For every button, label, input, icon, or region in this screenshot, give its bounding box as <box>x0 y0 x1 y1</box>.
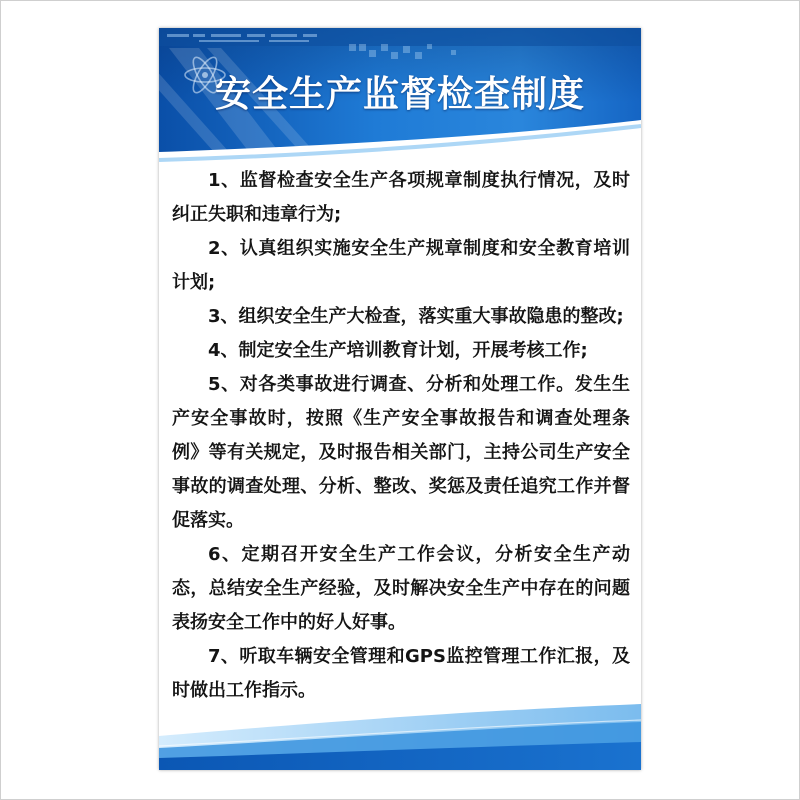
item-6-line-2: 态，总结安全生产经验，及时解决安全生产中存在的问题 <box>172 578 630 599</box>
item-7-line-1: 7、听取车辆安全管理和GPS监控管理工作汇报，及 <box>208 646 630 667</box>
item-6-line-1: 6、定期召开安全生产工作会议，分析安全生产动 <box>208 544 630 565</box>
item-5-line-4: 事故的调查处理、分析、整改、奖惩及责任追究工作并督 <box>172 476 630 497</box>
regulation-item-2 <box>172 232 630 300</box>
item-5-line-3: 例》等有关规定，及时报告相关部门，主持公司生产安全 <box>172 442 630 463</box>
regulation-item-4 <box>172 334 630 368</box>
item-7-line-2: 时做出工作指示。 <box>172 680 316 701</box>
item-5-line-5: 促落实。 <box>172 510 244 531</box>
item-6-line-3: 表扬安全工作中的好人好事。 <box>172 612 406 633</box>
item-5-line-1: 5、对各类事故进行调查、分析和处理工作。发生生 <box>208 374 630 395</box>
regulation-item-6 <box>172 538 630 640</box>
item-5-line-2: 产安全事故时，按照《生产安全事故报告和调查处理条 <box>172 408 630 429</box>
item-2-line-1: 2、认真组织实施安全生产规章制度和安全教育培训 <box>208 238 630 259</box>
regulation-item-1 <box>172 164 630 232</box>
item-4-line-1: 4、制定安全生产培训教育计划，开展考核工作; <box>208 340 588 361</box>
safety-poster <box>159 28 641 770</box>
item-1-line-2: 纠正失职和违章行为; <box>172 204 342 225</box>
poster-title: 安全生产监督检查制度 <box>214 74 585 115</box>
footer-wave <box>159 690 641 770</box>
regulation-item-3 <box>172 300 630 334</box>
item-3-line-1: 3、组织安全生产大检查，落实重大事故隐患的整改; <box>208 306 624 327</box>
regulation-list <box>172 164 630 708</box>
item-1-line-1: 1、监督检查安全生产各项规章制度执行情况，及时 <box>208 170 630 191</box>
regulation-item-5 <box>172 368 630 538</box>
item-2-line-2: 计划; <box>172 272 216 293</box>
